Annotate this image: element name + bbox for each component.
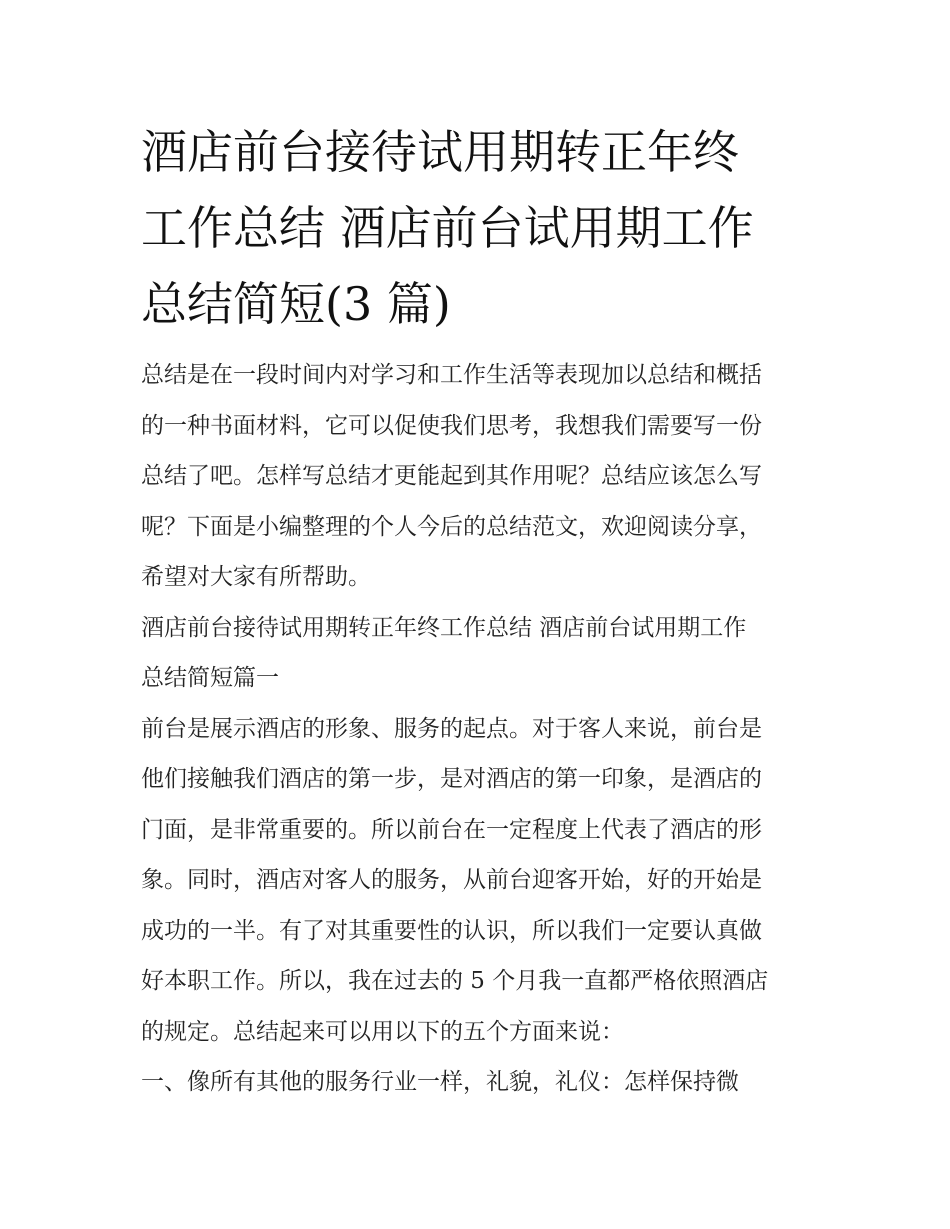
text-line: 他们接触我们酒店的第一步，是对酒店的第一印象，是酒店的	[141, 766, 762, 792]
text-line: 的规定。总结起来可以用以下的五个方面来说：	[141, 1018, 624, 1045]
text-line: 希望对大家有所帮助。	[141, 564, 371, 590]
section-heading-paragraph	[141, 603, 813, 704]
list-item-paragraph	[141, 1057, 813, 1108]
text-line: 成功的一半。有了对其重要性的认识，所以我们一定要认真做	[141, 917, 762, 944]
title-line: 酒店前台接待试用期转正年终	[141, 125, 739, 179]
title-line: 工作总结 酒店前台试用期工作	[141, 201, 754, 255]
text-line: 前台是展示酒店的形象、服务的起点。对于客人来说，前台是	[141, 715, 762, 742]
text-line: 象。同时，酒店对客人的服务，从前台迎客开始，好的开始是	[141, 867, 762, 893]
text-line: 好本职工作。所以，我在过去的 5 个月我一直都严格依照酒店	[141, 968, 769, 994]
text-line: 酒店前台接待试用期转正年终工作总结 酒店前台试用期工作	[141, 614, 747, 641]
text-line: 的一种书面材料，它可以促使我们思考，我想我们需要写一份	[141, 412, 762, 439]
text-line: 总结简短篇一	[141, 665, 279, 691]
text-line: 总结了吧。怎样写总结才更能起到其作用呢？总结应该怎么写	[141, 463, 762, 489]
intro-paragraph	[141, 350, 813, 603]
document-content	[141, 114, 813, 1108]
text-line: 门面，是非常重要的。所以前台在一定程度上代表了酒店的形	[141, 816, 762, 843]
text-line: 总结是在一段时间内对学习和工作生活等表现加以总结和概括	[141, 362, 762, 388]
document-title	[141, 114, 813, 342]
text-line: 一、像所有其他的服务行业一样，礼貌，礼仪：怎样保持微	[141, 1069, 739, 1095]
body-paragraph	[141, 704, 813, 1058]
title-line: 总结简短(3 篇)	[141, 277, 451, 331]
text-line: 呢？下面是小编整理的个人今后的总结范文，欢迎阅读分享，	[141, 513, 762, 540]
